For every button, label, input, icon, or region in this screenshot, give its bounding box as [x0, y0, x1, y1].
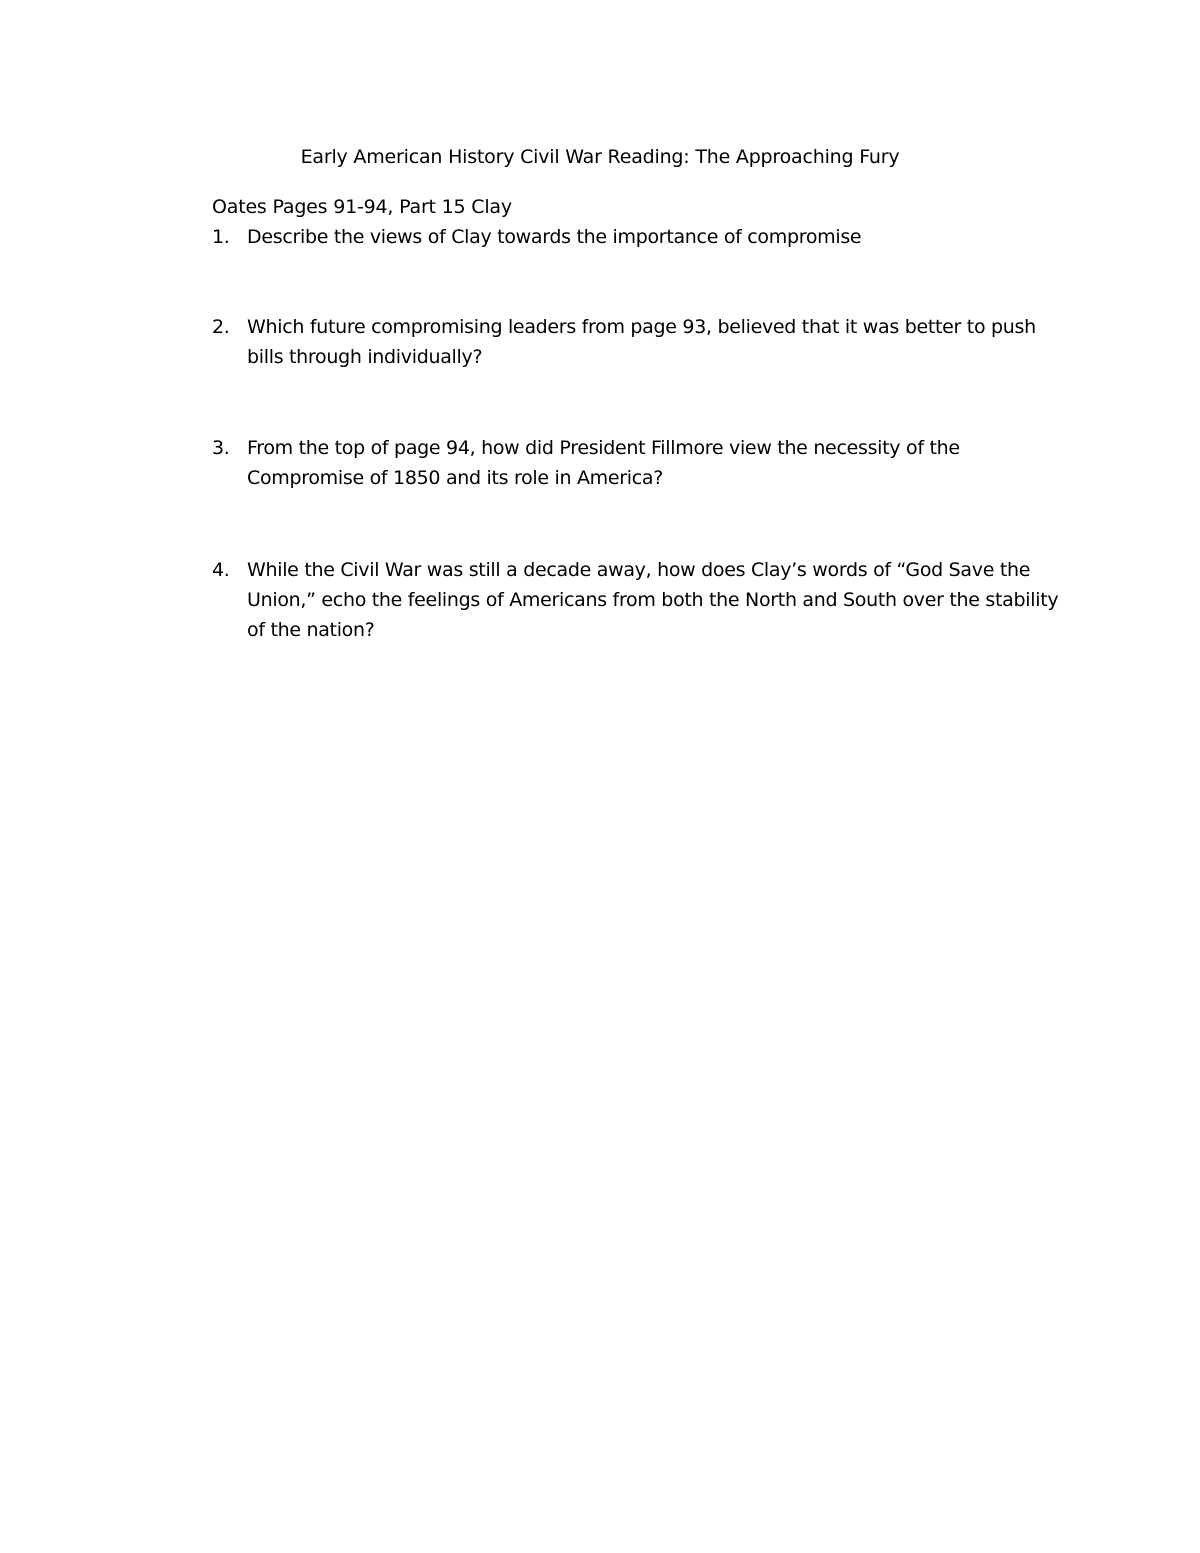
- question-item: [212, 312, 1072, 372]
- question-text: While the Civil War was still a decade away, how does Clay’s words of “God Save the Union,” echo the feelings of Americans from both the North and South over the stability of the nation?: [247, 559, 1059, 641]
- question-text: Which future compromising leaders from page 93, believed that it was better to push bills through individually?: [247, 316, 1036, 368]
- question-text: Describe the views of Clay towards the importance of compromise: [247, 226, 862, 248]
- question-number: 3.: [212, 437, 230, 459]
- question-number: 1.: [212, 226, 230, 248]
- question-number: 2.: [212, 316, 230, 338]
- document-title: Early American History Civil War Reading: The Approaching Fury: [300, 146, 900, 168]
- section-heading: Oates Pages 91-94, Part 15 Clay: [212, 196, 512, 218]
- question-item: [212, 555, 1072, 645]
- question-text: From the top of page 94, how did President Fillmore view the necessity of the Compromise of 1850 and its role in America?: [247, 437, 960, 489]
- question-number: 4.: [212, 559, 230, 581]
- question-item: [212, 433, 1072, 493]
- question-item: [212, 222, 1072, 252]
